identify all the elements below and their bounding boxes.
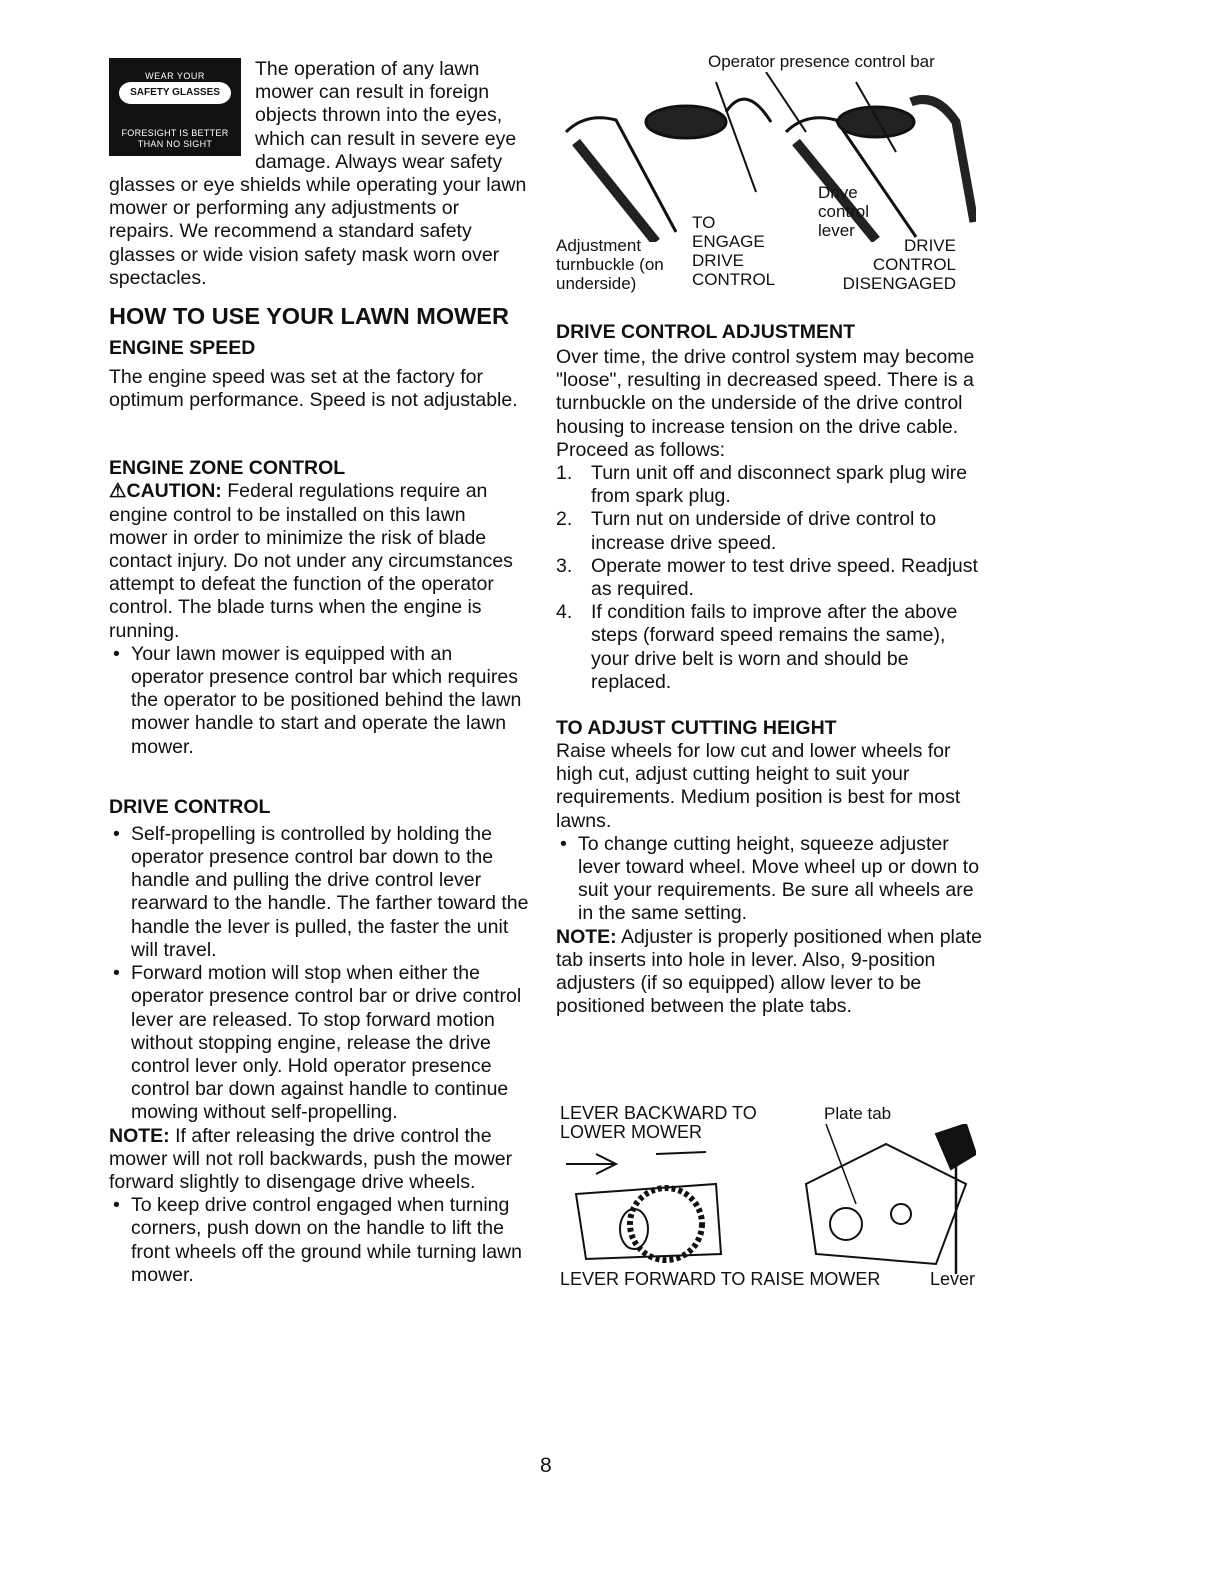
note-label: NOTE: xyxy=(109,1124,170,1147)
step-4 xyxy=(556,601,986,694)
note-label: NOTE: xyxy=(556,925,617,948)
label-plate-tab: Plate tab xyxy=(824,1104,892,1123)
step-text: Turn unit off and disconnect spark plug wire from spark plug. xyxy=(591,462,968,508)
drive-control-bullet-2: • Forward motion will stop when either the operator presence control bar or drive control lever are released. To stop forward motion without stopping engine, release the drive control lever only. Hold operator presence control bar down against handle to continue mowing without self-propelling. xyxy=(109,962,529,1124)
drive-adjustment-steps xyxy=(556,462,986,694)
step-text: If condition fails to improve after the above steps (forward speed remains the same), your drive belt is worn and should be replaced. xyxy=(591,601,958,693)
main-heading: HOW TO USE YOUR LAWN MOWER xyxy=(109,303,509,330)
drive-adjustment-heading: DRIVE CONTROL ADJUSTMENT xyxy=(556,321,856,343)
badge-line-2: SAFETY GLASSES xyxy=(119,82,231,104)
safety-glasses-badge xyxy=(109,58,241,156)
label-drive-control-lever: Drive control lever xyxy=(818,183,870,240)
badge-line-4: THAN NO SIGHT xyxy=(137,139,213,149)
step-text: Operate mower to test drive speed. Readjust as required. xyxy=(591,554,978,601)
engine-zone-caution xyxy=(109,480,529,642)
step-3 xyxy=(556,555,986,601)
step-number: 3. xyxy=(556,554,573,577)
drive-control-bullet-3: • To keep drive control engaged when turning corners, push down on the handle to lift the front wheels off the ground while turning lawn mower. xyxy=(109,1194,529,1287)
drive-control-heading: DRIVE CONTROL xyxy=(109,795,271,818)
step-number: 1. xyxy=(556,462,573,485)
left-column xyxy=(109,58,529,1287)
engine-speed-text: The engine speed was set at the factory for optimum performance. Speed is not adjustable. xyxy=(109,366,518,412)
engine-speed-heading: ENGINE SPEED xyxy=(109,337,256,360)
label-adjustment-turnbuckle: Adjustment turnbuckle (on underside) xyxy=(556,236,664,293)
caution-label: CAUTION: xyxy=(126,480,222,503)
drive-control-bullet-1: • Self-propelling is controlled by holding the operator presence control bar down to the handle and pulling the drive control lever rearward to the handle. The farther toward the handle the lever is pulled, the faster the unit will travel. xyxy=(109,823,529,962)
step-number: 4. xyxy=(556,601,573,624)
caution-text: Federal regulations require an engine control to be installed on this lawn mower in order to minimize the risk of blade contact injury. Do not under any circumstances attempt to defeat the function of the operator control. The blade turns when the engine is running. xyxy=(109,480,513,642)
cutting-height-note xyxy=(556,926,986,1019)
step-1 xyxy=(556,462,986,508)
cutting-height-bullet: • To change cutting height, squeeze adjuster lever toward wheel. Move wheel up or down to suit your requirements. Be sure all wheels are in the same setting. xyxy=(556,833,986,926)
intro-paragraph: The operation of any lawn mower can result in foreign objects thrown into the eyes, which can result in severe eye damage. Always wear safety glasses or eye shields while operating your lawn mower or performing any adjustments or repairs. We recommend a standard safety glasses or wide vision safety mask worn over spectacles. xyxy=(109,58,527,289)
label-drive-control-disengaged: DRIVE CONTROL DISENGAGED xyxy=(842,236,956,293)
cutting-height-text: Raise wheels for low cut and lower wheels for high cut, adjust cutting height to suit your requirements. Medium position is best for most lawns. xyxy=(556,740,961,832)
right-column xyxy=(556,320,986,1018)
page-number: 8 xyxy=(540,1454,552,1477)
label-lever-forward: LEVER FORWARD TO RAISE MOWER xyxy=(560,1269,881,1289)
badge-line-3: FORESIGHT IS BETTER xyxy=(121,128,229,138)
badge-line-1: WEAR YOUR xyxy=(145,71,205,81)
note-text: Adjuster is properly positioned when plate tab inserts into hole in lever. Also, 9-position adjusters (if so equipped) allow lever to be positioned between the plate tabs. xyxy=(556,925,982,1018)
step-text: Turn nut on underside of drive control to increase drive speed. xyxy=(591,508,937,554)
note-text: If after releasing the drive control the mower will not roll backwards, push the mower forward slightly to disengage drive wheels. xyxy=(109,1124,513,1193)
label-to-engage-drive-control: TO ENGAGE DRIVE CONTROL xyxy=(692,213,776,289)
engine-zone-heading: ENGINE ZONE CONTROL xyxy=(109,457,346,480)
cutting-height-illustration xyxy=(556,1124,976,1274)
label-lever: Lever xyxy=(930,1269,976,1289)
caution-icon: ⚠ xyxy=(109,480,127,503)
engine-zone-bullet: • Your lawn mower is equipped with an operator presence control bar which requires the operator to be positioned behind the lawn mower handle to start and operate the lawn mower. xyxy=(109,643,529,759)
drive-adjustment-text: Over time, the drive control system may become "loose", resulting in decreased speed. There is a turnbuckle on the underside of the drive control housing to increase tension on the drive cable. Proceed as follows: xyxy=(556,346,975,461)
step-2 xyxy=(556,508,986,554)
drive-control-note xyxy=(109,1125,529,1195)
label-lever-backward: LEVER BACKWARD TO LOWER MOWER xyxy=(560,1103,757,1142)
label-operator-presence-bar: Operator presence control bar xyxy=(708,52,935,71)
cutting-height-heading: TO ADJUST CUTTING HEIGHT xyxy=(556,717,837,740)
step-number: 2. xyxy=(556,508,573,531)
